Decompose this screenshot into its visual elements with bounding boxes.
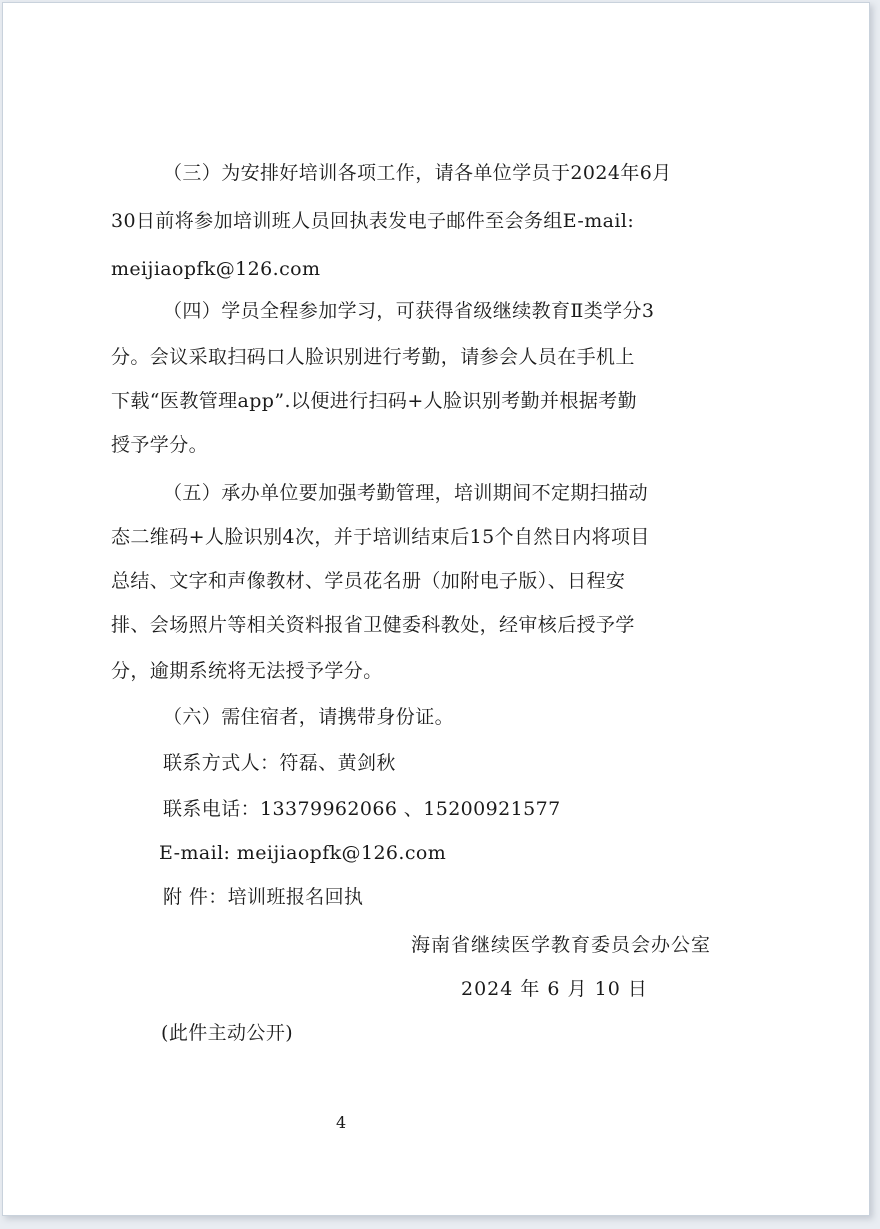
- contact-email: E-mail: meijiaopfk@126.com: [159, 842, 447, 864]
- issue-date: 2024 年 6 月 10 日: [461, 978, 648, 1000]
- paragraph-3-line-3: meijiaopfk@126.com: [111, 258, 321, 280]
- issuing-organization: 海南省继续医学教育委员会办公室: [411, 934, 712, 956]
- disclosure-note: (此件主动公开): [161, 1022, 294, 1044]
- paragraph-4-line-2: 分。会议采取扫码口人脸识别进行考勤，请参会人员在手机上: [111, 346, 635, 368]
- paragraph-5-line-4: 排、会场照片等相关资料报省卫健委科教处，经审核后授予学: [111, 614, 635, 636]
- attachment-line: 附 件：培训班报名回执: [163, 886, 364, 908]
- paragraph-3-line-2: 30日前将参加培训班人员回执表发电子邮件至会务组E-mail:: [111, 210, 635, 232]
- paragraph-6-line-1: （六）需住宿者，请携带身份证。: [163, 706, 455, 728]
- page-number: 4: [336, 1113, 347, 1132]
- document-page: [2, 2, 870, 1216]
- paragraph-5-line-3: 总结、文字和声像教材、学员花名册（加附电子版）、日程安: [111, 570, 626, 592]
- paragraph-4-line-1: （四）学员全程参加学习，可获得省级继续教育Ⅱ类学分3: [163, 300, 655, 322]
- contact-person: 联系方式人：符磊、黄剑秋: [163, 752, 396, 774]
- paragraph-3-line-1: （三）为安排好培训各项工作，请各单位学员于2024年6月: [163, 162, 672, 184]
- paragraph-4-line-3: 下载“医教管理app”.以便进行扫码+人脸识别考勤并根据考勤: [111, 390, 638, 412]
- paragraph-5-line-1: （五）承办单位要加强考勤管理，培训期间不定期扫描动: [163, 482, 649, 504]
- paragraph-4-line-4: 授予学分。: [111, 434, 209, 456]
- paragraph-5-line-2: 态二维码+人脸识别4次，并于培训结束后15个自然日内将项目: [111, 526, 650, 548]
- contact-phone: 联系电话：13379962066 、15200921577: [163, 798, 561, 820]
- paragraph-5-line-5: 分，逾期系统将无法授予学分。: [111, 660, 383, 682]
